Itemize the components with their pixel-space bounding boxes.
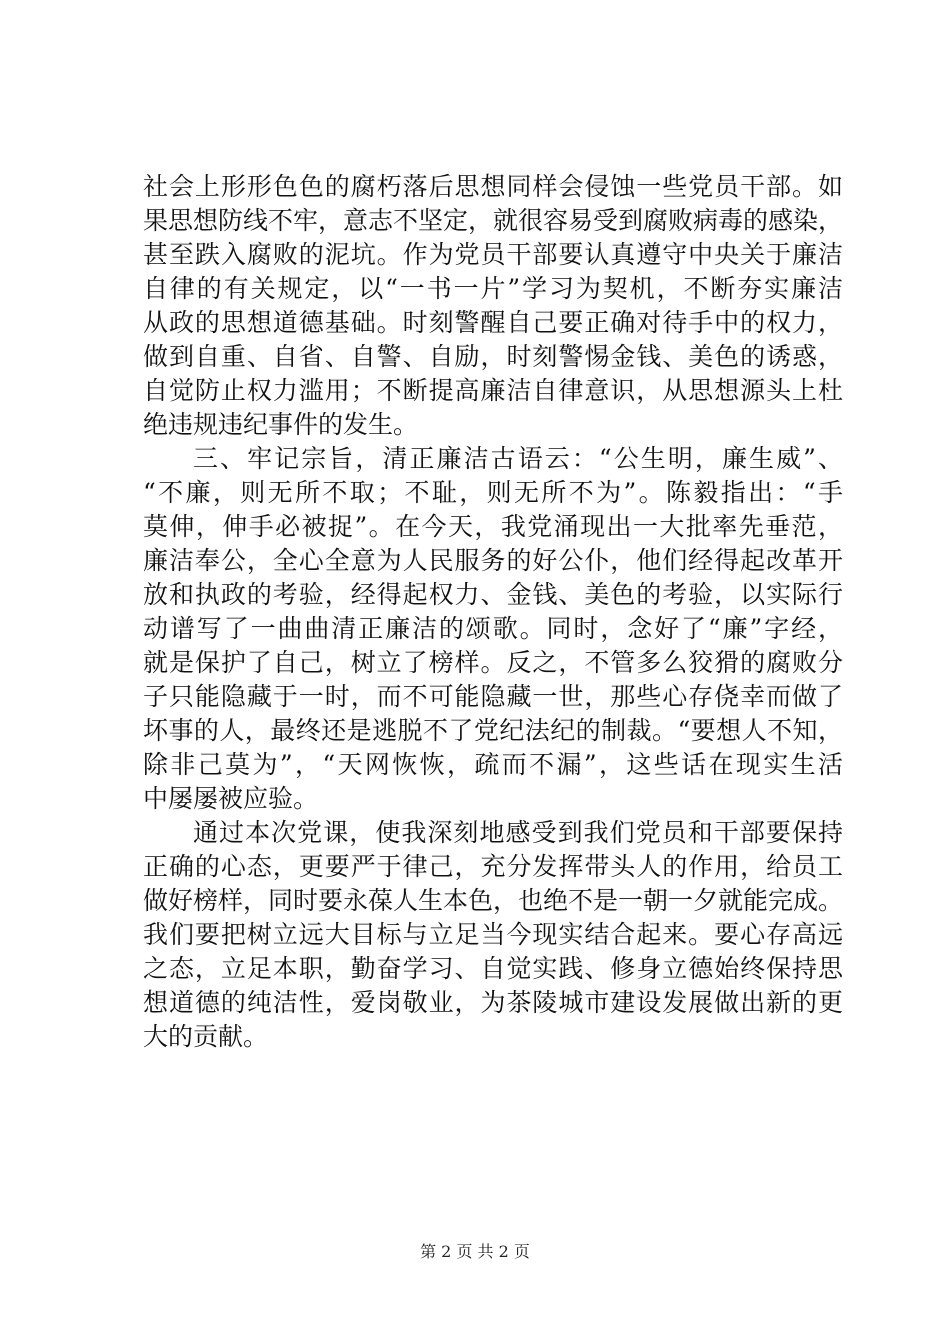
text-line: 坏事的人，最终还是逃脱不了党纪法纪的制裁。“要想人不知， (143, 716, 843, 745)
text-line: 大的贡献。 (143, 1022, 269, 1051)
document-body (143, 170, 843, 1054)
text-line: 动谱写了一曲曲清正廉洁的颂歌。同时，念好了“廉”字经， (143, 614, 843, 643)
text-line: 中屡屡被应验。 (143, 784, 319, 813)
paragraph-1 (143, 170, 843, 442)
text-line: 除非己莫为”，“天网恢恢，疏而不漏”，这些话在现实生活 (143, 750, 843, 779)
text-line: 绝违规违纪事件的发生。 (143, 410, 419, 439)
text-line: 我们要把树立远大目标与立足当今现实结合起来。要心存高远 (143, 920, 843, 949)
text-line: 社会上形形色色的腐朽落后思想同样会侵蚀一些党员干部。如 (143, 172, 843, 201)
text-line: 甚至跌入腐败的泥坑。作为党员干部要认真遵守中央关于廉洁 (143, 240, 843, 269)
text-line: 从政的思想道德基础。时刻警醒自己要正确对待手中的权力， (143, 308, 843, 337)
text-line: 莫伸，伸手必被捉”。在今天，我党涌现出一大批率先垂范， (143, 512, 843, 541)
text-line: 自觉防止权力滥用；不断提高廉洁自律意识，从思想源头上杜 (143, 376, 843, 405)
page-number: 第 2 页 共 2 页 (420, 1242, 530, 1261)
text-line: “不廉，则无所不取；不耻，则无所不为”。陈毅指出：“手 (143, 478, 843, 507)
text-line: 三、牢记宗旨，清正廉洁古语云：“公生明，廉生威”、 (193, 444, 843, 473)
text-line: 正确的心态，更要严于律己，充分发挥带头人的作用，给员工 (143, 852, 843, 881)
text-line: 之态，立足本职，勤奋学习、自觉实践、修身立德始终保持思 (143, 954, 843, 983)
text-line: 廉洁奉公，全心全意为人民服务的好公仆，他们经得起改革开 (143, 546, 843, 575)
paragraph-2 (143, 442, 843, 816)
text-line: 自律的有关规定，以“一书一片”学习为契机，不断夯实廉洁 (143, 274, 843, 303)
text-line: 子只能隐藏于一时，而不可能隐藏一世，那些心存侥幸而做了 (143, 682, 843, 711)
page-footer (0, 1242, 950, 1262)
text-line: 做好榜样，同时要永葆人生本色，也绝不是一朝一夕就能完成。 (143, 886, 843, 915)
text-line: 就是保护了自己，树立了榜样。反之，不管多么狡猾的腐败分 (143, 648, 843, 677)
text-line: 做到自重、自省、自警、自励，时刻警惕金钱、美色的诱惑， (143, 342, 843, 371)
text-line: 果思想防线不牢，意志不坚定，就很容易受到腐败病毒的感染， (143, 206, 843, 235)
text-line: 想道德的纯洁性，爱岗敬业，为茶陵城市建设发展做出新的更 (143, 988, 843, 1017)
text-line: 通过本次党课，使我深刻地感受到我们党员和干部要保持 (193, 818, 843, 847)
text-line: 放和执政的考验，经得起权力、金钱、美色的考验，以实际行 (143, 580, 843, 609)
paragraph-3 (143, 816, 843, 1054)
